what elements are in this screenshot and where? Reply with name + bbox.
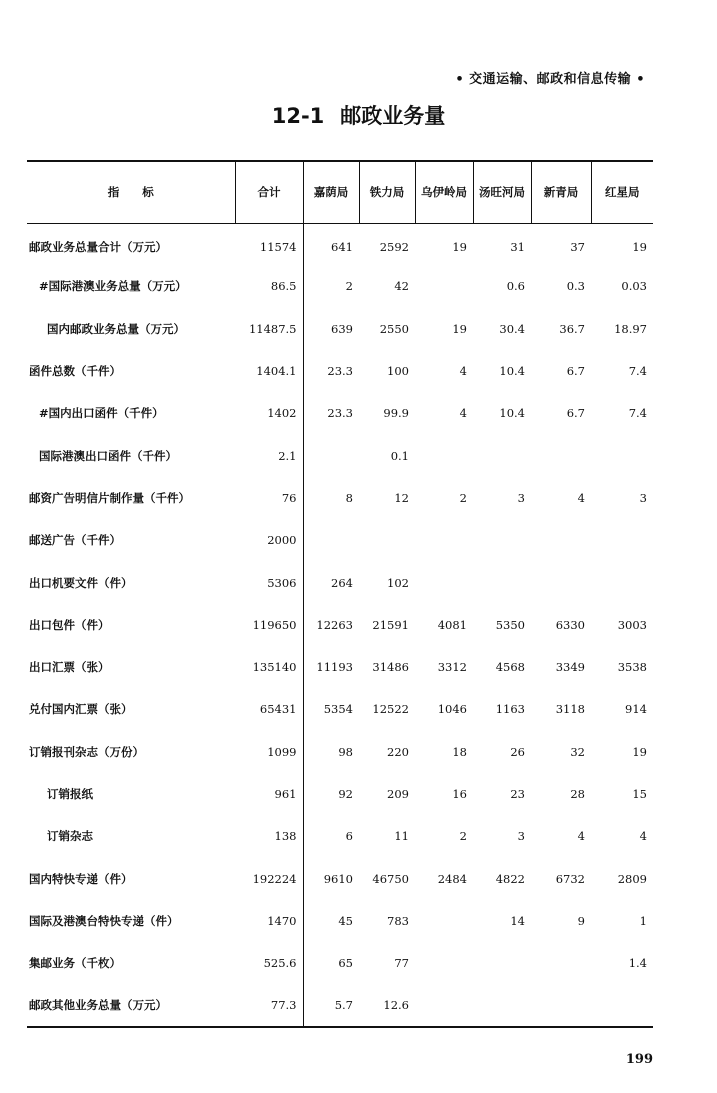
value-cell: 0.03 [621, 279, 647, 294]
value-cell: 10.4 [499, 364, 525, 379]
value-cell: 4 [577, 829, 585, 844]
value-cell: 42 [394, 279, 409, 294]
table-row [27, 942, 653, 984]
table-row [27, 688, 653, 730]
value-cell: 0.1 [390, 448, 409, 463]
value-cell [415, 434, 473, 476]
value-cell: 37 [570, 240, 585, 255]
table-row [27, 434, 653, 476]
value-cell: 4 [577, 490, 585, 505]
value-cell: 2550 [379, 321, 409, 336]
value-cell: 3003 [617, 617, 647, 632]
value-cell: 3312 [437, 660, 467, 675]
value-cell: 2809 [617, 871, 647, 886]
value-cell: 19 [452, 321, 467, 336]
table-header-row [27, 161, 653, 223]
value-cell [473, 984, 531, 1026]
table-row [27, 350, 653, 392]
total-cell: 1402 [235, 392, 303, 434]
table-row [27, 223, 653, 265]
value-cell: 36.7 [559, 321, 585, 336]
value-cell: 3 [639, 490, 647, 505]
row-label: 订销报刊杂志（万份） [29, 744, 144, 759]
value-cell [473, 561, 531, 603]
value-cell: 4 [459, 364, 467, 379]
value-cell: 4822 [495, 871, 525, 886]
value-cell: 77 [394, 956, 409, 971]
value-cell: 264 [331, 575, 353, 590]
value-cell: 65 [338, 956, 353, 971]
value-cell: 28 [570, 787, 585, 801]
value-cell [359, 519, 415, 561]
value-cell [531, 561, 591, 603]
value-cell: 1046 [437, 702, 467, 717]
value-cell: 4 [459, 406, 467, 421]
table-row [27, 477, 653, 519]
value-cell: 10.4 [499, 406, 525, 421]
row-label: #国际港澳业务总量（万元） [39, 279, 187, 294]
total-cell: 138 [235, 815, 303, 857]
value-cell: 12 [394, 490, 409, 505]
value-cell: 5.7 [303, 984, 359, 1026]
column-header: 铁力局 [359, 161, 415, 223]
value-cell: 30.4 [499, 321, 525, 336]
value-cell: 102 [387, 575, 409, 590]
value-cell: 3118 [555, 702, 585, 717]
table-row [27, 815, 653, 857]
value-cell: 5354 [323, 702, 353, 717]
value-cell: 1 [639, 913, 647, 928]
value-cell: 1163 [495, 702, 525, 717]
value-cell: 19 [452, 240, 467, 255]
value-cell: 4568 [495, 660, 525, 675]
value-cell [415, 561, 473, 603]
row-label: 邮送广告（千件） [29, 533, 121, 548]
value-cell [303, 434, 359, 476]
table-row [27, 519, 653, 561]
row-label: 兑付国内汇票（张） [29, 702, 133, 717]
total-cell: 525.6 [235, 942, 303, 984]
total-cell: 1404.1 [235, 350, 303, 392]
total-cell: 192224 [235, 857, 303, 899]
total-cell: 77.3 [235, 984, 303, 1026]
total-cell: 5306 [235, 561, 303, 603]
value-cell: 12.6 [359, 984, 415, 1026]
row-label: 集邮业务（千枚） [29, 956, 121, 971]
total-cell: 2.1 [235, 434, 303, 476]
table-row [27, 857, 653, 899]
column-header: 乌伊岭局 [415, 161, 473, 223]
table-row [27, 731, 653, 773]
value-cell: 639 [331, 321, 353, 336]
value-cell [591, 519, 653, 561]
row-label: 订销报纸 [47, 787, 93, 801]
value-cell: 32 [570, 744, 585, 759]
value-cell: 209 [387, 787, 409, 801]
row-label: 出口汇票（张） [29, 660, 110, 675]
table-number: 12-1 [271, 104, 325, 128]
value-cell: 1.4 [628, 956, 647, 971]
row-label: 邮资广告明信片制作量（千件） [29, 490, 190, 505]
row-label: 邮政其他业务总量（万元） [27, 984, 235, 1026]
table-row [27, 392, 653, 434]
value-cell: 8 [345, 490, 353, 505]
value-cell: 0.3 [566, 279, 585, 294]
value-cell [415, 519, 473, 561]
value-cell: 11 [394, 829, 409, 844]
total-cell: 1099 [235, 731, 303, 773]
value-cell: 6330 [555, 617, 585, 632]
column-header: 新青局 [531, 161, 591, 223]
total-cell: 11574 [235, 223, 303, 265]
value-cell [591, 561, 653, 603]
value-cell [591, 434, 653, 476]
value-cell: 23.3 [327, 406, 353, 421]
row-label: 邮政业务总量合计（万元） [29, 240, 167, 255]
value-cell: 5350 [495, 617, 525, 632]
table-row [27, 646, 653, 688]
total-cell: 1470 [235, 900, 303, 942]
value-cell: 2484 [437, 871, 467, 886]
value-cell [415, 265, 473, 307]
page-number: 199 [625, 1052, 653, 1067]
row-label: 国际及港澳台特快专递（件） [29, 913, 179, 928]
total-cell: 961 [235, 773, 303, 815]
section-header: • 交通运输、邮政和信息传输 • [455, 72, 645, 87]
value-cell: 19 [632, 240, 647, 255]
value-cell: 783 [387, 913, 409, 928]
row-label: 国内特快专递（件） [29, 871, 133, 886]
value-cell: 23.3 [327, 364, 353, 379]
value-cell: 12263 [316, 617, 353, 632]
row-label: 国际港澳出口函件（千件） [39, 448, 177, 463]
value-cell: 2592 [379, 240, 409, 255]
column-header: 汤旺河局 [473, 161, 531, 223]
table-row [27, 561, 653, 603]
row-label: #国内出口函件（千件） [39, 406, 164, 421]
value-cell: 11193 [316, 660, 353, 675]
value-cell: 9 [577, 913, 585, 928]
value-cell: 2 [345, 279, 353, 294]
value-cell [473, 519, 531, 561]
total-cell: 76 [235, 477, 303, 519]
value-cell: 6.7 [566, 406, 585, 421]
row-label: 国内邮政业务总量（万元） [47, 321, 185, 336]
value-cell: 99.9 [383, 406, 409, 421]
value-cell: 0.6 [506, 279, 525, 294]
value-cell: 220 [387, 744, 409, 759]
row-label: 订销杂志 [47, 829, 93, 844]
table-row [27, 984, 653, 1026]
value-cell: 2 [459, 490, 467, 505]
value-cell: 12522 [372, 702, 409, 717]
table-row [27, 265, 653, 307]
value-cell: 14 [510, 913, 525, 928]
value-cell: 31 [510, 240, 525, 255]
total-cell: 119650 [235, 604, 303, 646]
table-row [27, 900, 653, 942]
value-cell: 914 [625, 702, 647, 717]
row-label: 出口机要文件（件） [29, 575, 133, 590]
value-cell [415, 942, 473, 984]
table-row [27, 773, 653, 815]
total-cell: 2000 [235, 519, 303, 561]
value-cell [531, 984, 591, 1026]
value-cell: 2 [459, 829, 467, 844]
value-cell: 6.7 [566, 364, 585, 379]
value-cell: 15 [632, 787, 647, 801]
value-cell [473, 434, 531, 476]
value-cell: 6 [345, 829, 353, 844]
value-cell: 92 [338, 787, 353, 801]
value-cell: 100 [387, 364, 409, 379]
value-cell: 26 [510, 744, 525, 759]
column-header: 指 标 [27, 161, 235, 223]
value-cell [531, 519, 591, 561]
value-cell: 641 [331, 240, 353, 255]
table-row [27, 604, 653, 646]
value-cell [303, 519, 359, 561]
value-cell: 19 [632, 744, 647, 759]
value-cell: 3 [517, 829, 525, 844]
column-header: 合计 [235, 161, 303, 223]
value-cell: 98 [338, 744, 353, 759]
value-cell: 4 [639, 829, 647, 844]
table-row [27, 308, 653, 350]
total-cell: 11487.5 [235, 308, 303, 350]
value-cell [591, 984, 653, 1026]
total-cell: 135140 [235, 646, 303, 688]
row-label: 出口包件（件） [29, 617, 110, 632]
value-cell: 3 [517, 490, 525, 505]
value-cell [473, 942, 531, 984]
value-cell: 7.4 [628, 406, 647, 421]
value-cell: 18.97 [614, 321, 647, 336]
table-title: 邮政业务量 [340, 104, 446, 128]
value-cell: 3538 [617, 660, 647, 675]
value-cell [415, 900, 473, 942]
value-cell: 23 [510, 787, 525, 801]
value-cell: 18 [452, 744, 467, 759]
value-cell: 3349 [555, 660, 585, 675]
value-cell [415, 984, 473, 1026]
value-cell: 9610 [323, 871, 353, 886]
total-cell: 86.5 [235, 265, 303, 307]
value-cell: 6732 [555, 871, 585, 886]
value-cell: 7.4 [628, 364, 647, 379]
value-cell: 31486 [372, 660, 409, 675]
value-cell: 21591 [372, 617, 409, 632]
postal-business-table [27, 160, 653, 1028]
row-label: 函件总数（千件） [29, 364, 121, 379]
value-cell: 45 [338, 913, 353, 928]
total-cell: 65431 [235, 688, 303, 730]
page-title [0, 100, 717, 130]
column-header: 红星局 [591, 161, 653, 223]
value-cell: 46750 [372, 871, 409, 886]
value-cell: 16 [452, 787, 467, 801]
value-cell [531, 942, 591, 984]
value-cell [531, 434, 591, 476]
value-cell: 4081 [437, 617, 467, 632]
column-header: 嘉荫局 [303, 161, 359, 223]
